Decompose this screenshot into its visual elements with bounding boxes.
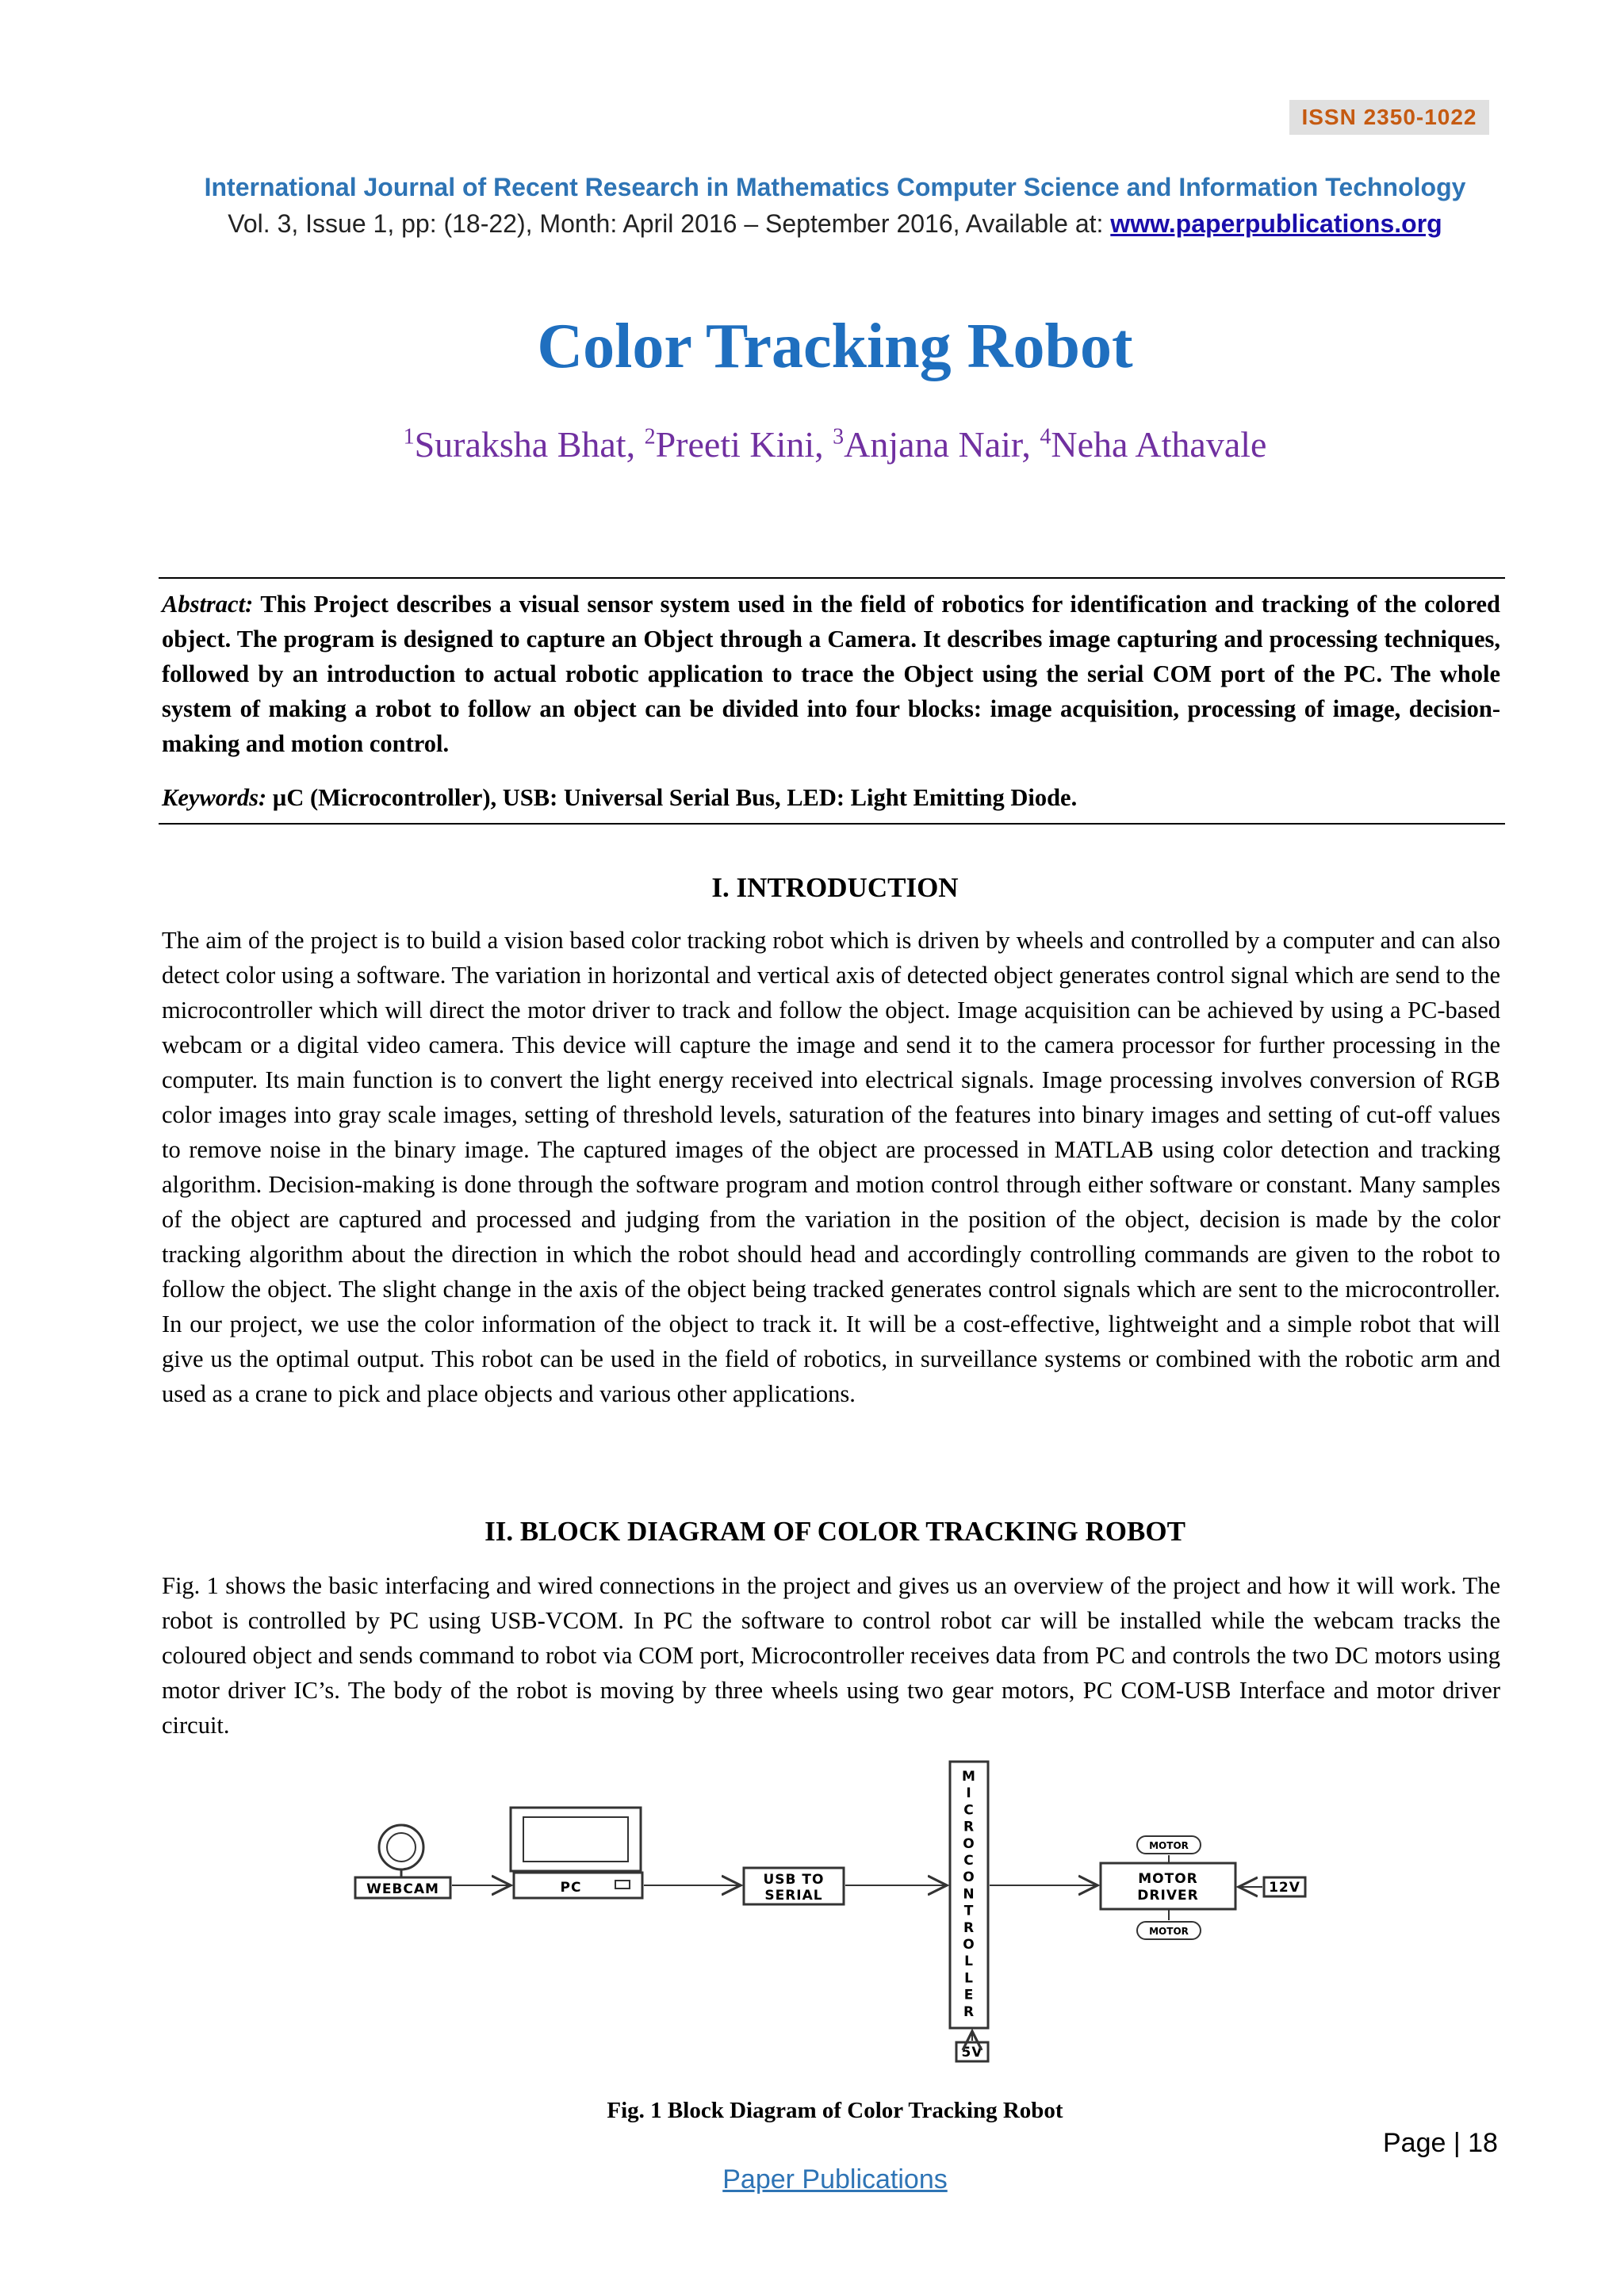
microcontroller-letter: O [963, 1937, 975, 1953]
microcontroller-letter: T [963, 1903, 975, 1919]
usb-to-serial-label-line2: SERIAL [764, 1888, 823, 1904]
microcontroller-letter: C [963, 1802, 975, 1819]
microcontroller-letter: O [963, 1869, 975, 1886]
volume-text: Vol. 3, Issue 1, pp: (18-22), Month: April 2016 – September 2016, Available at: [228, 209, 1111, 238]
microcontroller-letter: L [964, 1954, 974, 1970]
motor-bottom-label: MOTOR [1149, 1926, 1189, 1937]
author-number: 2 [644, 424, 656, 450]
paper-title: Color Tracking Robot [537, 312, 1133, 381]
keywords-text: µC (Microcontroller), USB: Universal Serial Bus, LED: Light Emitting Diode. [266, 784, 1078, 811]
author-number: 4 [1040, 424, 1051, 450]
volume-line [0, 209, 1624, 239]
section-heading-introduction: I. INTRODUCTION [711, 872, 959, 903]
microcontroller-letter: C [963, 1853, 975, 1869]
keywords-block [162, 780, 1500, 815]
author-name: Neha Athavale [1051, 424, 1267, 465]
abstract-text: This Project describes a visual sensor system used in the field of robotics for identification and tracking of the colored object. The program is designed to capture an Object through a Camera. It describes image capturing and processing techniques, followed by an introduction to actual robotic application to trace the Object using the serial COM port of the PC. The whole system of making a robot to follow an object can be divided into four blocks: image acquisition, processing of image, decision-making and motion control. [162, 591, 1500, 757]
abstract-top-rule [159, 577, 1505, 579]
microcontroller-letter: N [963, 1886, 975, 1903]
5v-label: 5V [961, 2045, 983, 2061]
keywords-label: Keywords: [162, 784, 267, 811]
author-number: 1 [403, 424, 415, 450]
webcam-icon [379, 1825, 423, 1877]
author-name: Suraksha Bhat, [414, 424, 645, 465]
microcontroller-letter: R [963, 2003, 975, 2020]
motor-driver-label-line2: DRIVER [1137, 1888, 1199, 1904]
microcontroller-letter: M [962, 1769, 976, 1785]
microcontroller-letter: L [964, 1970, 974, 1987]
12v-label: 12V [1269, 1880, 1300, 1896]
journal-name: International Journal of Recent Research in Mathematics Computer Science and Information Technology [204, 173, 1466, 201]
page-number: Page | 18 [1383, 2128, 1498, 2158]
author-list [0, 423, 1624, 465]
microcontroller-letter: R [963, 1819, 975, 1835]
abstract-block [162, 587, 1500, 761]
figure-caption: Fig. 1 Block Diagram of Color Tracking Robot [607, 2098, 1063, 2123]
microcontroller-letter: E [963, 1987, 975, 2003]
publisher-footer-link[interactable]: Paper Publications [722, 2164, 948, 2195]
section-heading-block-diagram: II. BLOCK DIAGRAM OF COLOR TRACKING ROBOT [485, 1516, 1185, 1547]
block-diagram-paragraph: Fig. 1 shows the basic interfacing and wired connections in the project and gives us an overview of the project and how it will work. The robot is controlled by PC using USB-VCOM. In PC the software to control robot car will be installed while the webcam tracks the coloured object and sends command to robot via COM port, Microcontroller receives data from PC and controls the two DC motors using motor driver IC’s. The body of the robot is moving by three wheels using two gear motors, PC COM-USB Interface and motor driver circuit. [162, 1572, 1500, 1739]
motor-top-label: MOTOR [1149, 1840, 1189, 1851]
block-diagram-figure [0, 1744, 1624, 2077]
introduction-paragraph: The aim of the project is to build a vision based color tracking robot which is driven by wheels and controlled by a computer and can also detect color using a software. The variation in horizontal and vertical axis of detected object generates control signal which are send to the microcontroller which will direct the motor driver to track and follow the object. Image acquisition can be achieved by using a PC-based webcam or a digital video camera. This device will capture the image and send it to the camera processor for further processing in the computer. Its main function is to convert the light energy received into electrical signals. Image processing involves conversion of RGB color images into gray scale images, setting of threshold levels, saturation of the features into binary images and setting of cut-off values to remove noise in the binary image. The captured images of the object are processed in MATLAB using color detection and tracking algorithm. Decision-making is done through the software program and motion control through either software or constant. Many samples of the object are captured and processed and judging from the variation in the position of the object, decision is made by the color tracking algorithm about the direction in which the robot should head and accordingly controlling commands are given to the robot to follow the object. The slight change in the axis of the object being tracked generates control signals which are sent to the microcontroller. In our project, we use the color information of the object to track it. It will be a cost-effective, lightweight and a simple robot that will give us the optimal output. This robot can be used in the field of robotics, in surveillance systems or combined with the robotic arm and used as a crane to pick and place objects and various other applications. [162, 927, 1500, 1407]
issn-badge: ISSN 2350-1022 [1289, 100, 1489, 135]
webcam-label: WEBCAM [366, 1881, 439, 1897]
usb-to-serial-label-line1: USB TO [763, 1872, 825, 1888]
journal-website-link[interactable]: www.paperpublications.org [1110, 209, 1442, 238]
abstract-label: Abstract: [162, 591, 254, 618]
pc-monitor-icon [511, 1808, 641, 1871]
pc-drive-icon [615, 1881, 630, 1888]
motor-driver-label-line1: MOTOR [1138, 1871, 1198, 1887]
pc-label: PC [560, 1880, 582, 1896]
author-name: Anjana Nair, [844, 424, 1040, 465]
abstract-bottom-rule [159, 823, 1505, 825]
author-number: 3 [833, 424, 845, 450]
microcontroller-letter: O [963, 1835, 975, 1852]
author-name: Preeti Kini, [655, 424, 833, 465]
microcontroller-letter: R [963, 1919, 975, 1936]
microcontroller-letter: I [966, 1785, 972, 1802]
